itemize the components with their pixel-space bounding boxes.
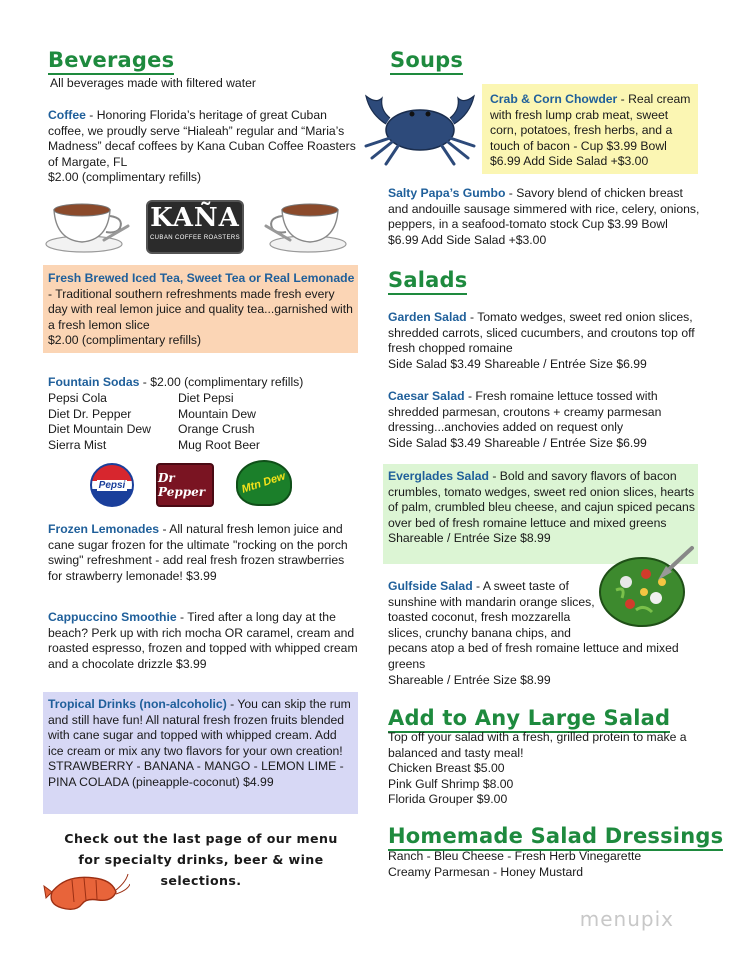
soda-list [48,391,298,453]
protein-item: Florida Grouper $9.00 [388,792,508,807]
soda-item: Orange Crush [178,422,255,436]
coffee-item: Coffee - Honoring Florida’s heritage of great Cuban coffee, we proudly serve “Hialeah” regular and “Maria’s Madness” decaf coffees by Kana Cuban Coffee Roasters of Margate, FL $2.00 (complimentary refills) [48,108,356,185]
dressings-list: Ranch - Bleu Cheese - Fresh Herb Vinegarette Creamy Parmesan - Honey Mustard [388,849,642,879]
cappuccino-smoothie-item: Cappuccino Smoothie - Tired after a long day at the beach? Perk up with rich mocha OR caramel, cream and roasted espresso, frozen and topped with whipped cream and a chocolate drizzle $3.99 [48,610,358,671]
pepsi-logo: Pepsi [90,463,134,507]
gulfside-desc: - A sweet taste of sunshine with mandarin orange slices, toasted coconut, fresh mozzarella slices, crunchy banana chips, and pecans atop a bed of fresh romaine lettuce and mixed greens [388,579,679,671]
everglades-salad-item: Everglades Salad - Bold and savory flavors of bacon crumbles, tomato wedges, sweet red onion slices, hearts of palm, crumbled bleu cheese, and cajun spiced pecans over bed of fresh romaine lettuce and mixed greens Shareable / Entrée Size $8.99 [388,469,695,546]
soda-item: Diet Pepsi [178,391,234,405]
specialty-drinks-note: Check out the last page of our menu for specialty drinks, beer & wine selections. [64,831,338,888]
gulfside-price: Shareable / Entrée Size $8.99 [388,672,551,687]
gulfside-name: Gulfside Salad [388,579,473,593]
iced-tea-item: Fresh Brewed Iced Tea, Sweet Tea or Real Lemonade - Traditional southern refreshments made fresh every day with real lemon juice and quality tea...garnished with a fresh lemon slice $2.00 (complimentary refills) [48,271,355,348]
dr-pepper-logo: Dr Pepper [156,463,214,507]
soda-item: Pepsi Cola [48,391,107,405]
salads-heading: Salads [388,268,467,292]
shrimp-icon [42,868,130,914]
kana-logo: KAÑA CUBAN COFFEE ROASTERS [146,200,244,254]
coffee-cup-icon [42,196,132,254]
crab-chowder-item: Crab & Corn Chowder - Real cream with fresh lump crab meat, sweet corn, potatoes, fresh herbs, and a touch of bacon - Cup $3.99 Bowl $6.99 Add Side Salad +$3.00 [490,92,691,169]
crab-icon [356,84,484,168]
beverages-subtitle: All beverages made with filtered water [50,76,256,90]
frozen-lemonades-item: Frozen Lemonades - All natural fresh lemon juice and cane sugar frozen for the ultimate "rocking on the porch swing" refreshment - add real fresh frozen strawberries for strawberry lemonade! $3.99 [48,522,348,583]
iced-tea-name: Fresh Brewed Iced Tea, Sweet Tea or Real Lemonade [48,271,355,285]
soda-item: Mountain Dew [178,406,256,421]
tropical-drinks-item: Tropical Drinks (non-alcoholic) - You can skip the rum and still have fun! All natural fresh frozen fruits blended with cane sugar and topped with whipped cream. Add ice cream or mix any two flavors for your own creation! STRAWBERRY - BANANA - MANGO - LEMON LIME - PINA COLADA (pineapple-coconut) $4.99 [48,697,351,789]
iced-tea-price: $2.00 (complimentary refills) [48,333,202,348]
mountain-dew-logo: Mtn Dew [236,460,292,506]
gumbo-item: Salty Papa’s Gumbo - Savory blend of chicken breast and andouille sausage simmered with rice, celery, onions, peppers, in a seafood-tomato stock Cup $3.99 Bowl $6.99 Add Side Salad +$3.00 [388,186,700,247]
menupix-watermark: menupix [579,907,674,931]
soda-item: Sierra Mist [48,437,107,452]
caesar-salad-item: Caesar Salad - Fresh romaine lettuce tossed with shredded parmesan, croutons + creamy parmesan dressing...anchovies added on request only Side Salad $3.49 Shareable / Entrée Size $6.99 [388,389,662,450]
fountain-sodas-header: Fountain Sodas - $2.00 (complimentary refills) [48,375,304,389]
soda-item: Diet Mountain Dew [48,422,151,436]
coffee-name: Coffee [48,108,86,122]
soups-heading: Soups [390,48,463,72]
soda-item: Mug Root Beer [178,437,260,452]
protein-item: Chicken Breast $5.00 [388,761,505,775]
add-to-salad-list [388,761,688,808]
protein-item: Pink Gulf Shrimp $8.00 [388,776,514,791]
coffee-price: $2.00 (complimentary refills) [48,170,202,185]
add-to-salad-heading: Add to Any Large Salad [388,706,670,730]
beverages-heading: Beverages [48,48,174,72]
garden-salad-item: Garden Salad - Tomato wedges, sweet red onion slices, shredded carrots, sliced cucumbers, and croutons top off fresh chopped romaine Side Salad $3.49 Shareable / Entrée Size $6.99 [388,310,695,371]
dressings-heading: Homemade Salad Dressings [388,824,723,848]
add-to-salad-intro: Top off your salad with a fresh, grilled protein to make a balanced and tasty meal! [388,730,687,760]
gulfside-salad-item [388,579,700,688]
coffee-cup-icon [262,196,352,254]
soda-item: Diet Dr. Pepper [48,406,132,421]
